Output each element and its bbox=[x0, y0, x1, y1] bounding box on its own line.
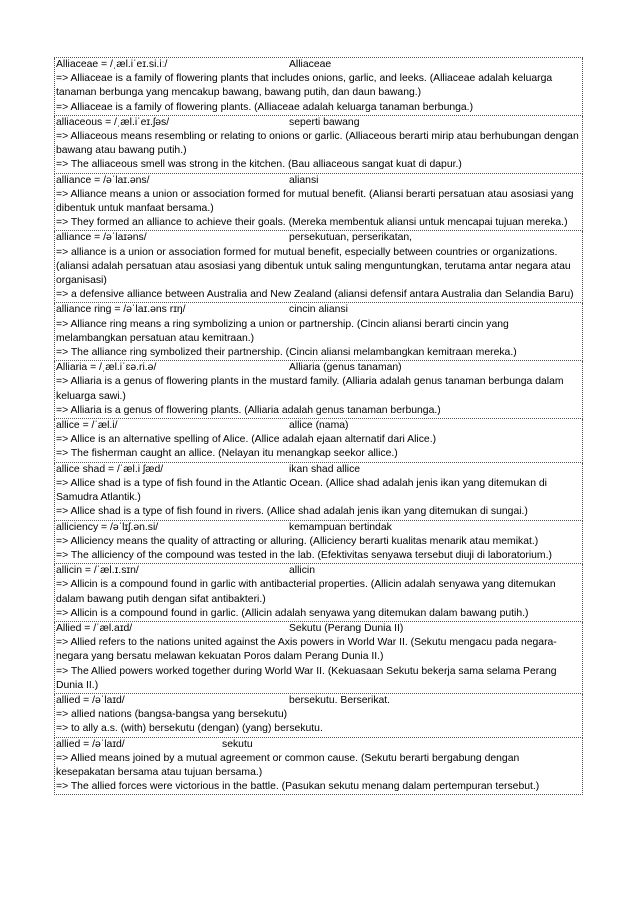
dictionary-entry bbox=[54, 419, 583, 463]
dictionary-entry bbox=[54, 58, 583, 116]
entry-heading bbox=[56, 419, 580, 433]
entry-heading bbox=[56, 303, 580, 317]
example-line: => Alliaceae is a family of flowering plants. (Alliaceae adalah keluarga tanaman berbunga.) bbox=[56, 101, 474, 113]
translation: Sekutu (Perang Dunia II) bbox=[289, 622, 404, 634]
entry-heading bbox=[56, 174, 580, 188]
dictionary-entry bbox=[54, 622, 583, 694]
example-line: => Alliaceae is a family of flowering plants that includes onions, garlic, and leeks. (Alliaceae adalah keluarga tanaman berbunga yang mencakup bawang, bawang putih, dan daun bawang.) bbox=[56, 73, 553, 99]
translation: ikan shad allice bbox=[289, 463, 361, 475]
headword-pronunciation: Alliaria = /ˌæl.iˈɛə.ri.ə/ bbox=[56, 362, 157, 374]
entry-heading bbox=[56, 361, 580, 375]
example-line: => Alliciency means the quality of attracting or alluring. (Alliciency berarti kualitas menarik atau memikat.) bbox=[56, 535, 539, 547]
entry-heading bbox=[56, 694, 580, 708]
example-line: => Alliaria is a genus of flowering plants in the mustard family. (Alliaria adalah genus tanaman berbunga dalam keluarga sawi.) bbox=[56, 376, 564, 402]
example-line: => Allied refers to the nations united against the Axis powers in World War II. (Sekutu mengacu pada negara-negara yang bersatu melawan kekuatan Poros dalam Perang Dunia II.) bbox=[56, 637, 557, 663]
headword-pronunciation: alliciency = /əˈlɪʃ.ən.si/ bbox=[56, 521, 159, 533]
example-line: => to ally a.s. (with) bersekutu (dengan) (yang) bersekutu. bbox=[56, 723, 323, 735]
translation: bersekutu. Berserikat. bbox=[289, 694, 391, 706]
dictionary-entry bbox=[54, 174, 583, 232]
example-line: => The fisherman caught an allice. (Nelayan itu menangkap seekor allice.) bbox=[56, 448, 398, 460]
translation: kemampuan bertindak bbox=[289, 521, 392, 533]
headword-pronunciation: Allied = /ˈæl.aɪd/ bbox=[56, 622, 133, 634]
example-line: => The alliciency of the compound was tested in the lab. (Efektivitas senyawa tersebut diuji di laboratorium.) bbox=[56, 549, 552, 561]
entry-heading bbox=[56, 738, 580, 752]
headword-pronunciation: allied = /əˈlaɪd/ bbox=[56, 738, 125, 750]
example-line: => Allice is an alternative spelling of Alice. (Allice adalah ejaan alternatif dari Alice.) bbox=[56, 434, 437, 446]
example-line: => The Allied powers worked together during World War II. (Kekuasaan Sekutu bekerja sama selama Perang Dunia II.) bbox=[56, 665, 557, 691]
example-line: => The alliance ring symbolized their partnership. (Cincin aliansi melambangkan kemitraan mereka.) bbox=[56, 347, 517, 359]
entry-heading bbox=[56, 231, 580, 245]
dictionary-entry bbox=[54, 303, 583, 361]
example-line: => Alliance means a union or association formed for mutual benefit. (Aliansi berarti persatuan atau asosiasi yang dibentuk untuk manfaat bersama.) bbox=[56, 188, 574, 215]
headword-pronunciation: alliaceous = /ˌæl.iˈeɪ.ʃəs/ bbox=[56, 116, 170, 128]
translation: allicin bbox=[289, 565, 315, 577]
dictionary-entry bbox=[54, 694, 583, 738]
translation: cincin aliansi bbox=[289, 304, 348, 316]
example-line: => The allied forces were victorious in the battle. (Pasukan sekutu menang dalam pertempuran tersebut.) bbox=[56, 781, 540, 793]
example-line: => Allicin is a compound found in garlic. (Allicin adalah senyawa yang ditemukan dalam bawang putih.) bbox=[56, 607, 529, 619]
dictionary-document bbox=[54, 57, 583, 795]
dictionary-entry bbox=[54, 116, 583, 174]
dictionary-entry bbox=[54, 231, 583, 303]
example-line: => The alliaceous smell was strong in the kitchen. (Bau alliaceous sangat kuat di dapur.) bbox=[56, 159, 462, 171]
headword-pronunciation: alliance = /əˈlaɪ.əns/ bbox=[56, 174, 150, 186]
example-line: => Allied means joined by a mutual agreement or common cause. (Sekutu berarti bergabung dengan kesepakatan bersama atau tujuan bersama.) bbox=[56, 752, 520, 778]
headword-pronunciation: allicin = /ˈæl.ɪ.sɪn/ bbox=[56, 565, 139, 577]
entry-heading bbox=[56, 521, 580, 535]
example-line: => They formed an alliance to achieve their goals. (Mereka membentuk aliansi untuk mencapai tujuan mereka.) bbox=[56, 217, 568, 229]
example-line: => Alliaceous means resembling or relating to onions or garlic. (Alliaceous berarti mirip atau berhubungan dengan bawang atau bawang putih.) bbox=[56, 131, 579, 157]
headword-pronunciation: Alliaceae = /ˌæl.iˈeɪ.si.iː/ bbox=[56, 59, 168, 70]
translation: sekutu bbox=[222, 738, 253, 750]
example-line: => Allice shad is a type of fish found in the Atlantic Ocean. (Allice shad adalah jenis ikan yang ditemukan di Samudra Atlantik.) bbox=[56, 477, 547, 504]
example-line: => a defensive alliance between Australia and New Zealand (aliansi defensif antara Australia dan Selandia Baru) bbox=[56, 289, 574, 301]
headword-pronunciation: allice = /ˈæl.i/ bbox=[56, 420, 118, 432]
dictionary-entry bbox=[54, 463, 583, 521]
dictionary-entry bbox=[54, 361, 583, 419]
headword-pronunciation: alliance ring = /əˈlaɪ.əns rɪŋ/ bbox=[56, 304, 186, 316]
translation: Alliaria (genus tanaman) bbox=[289, 362, 402, 374]
example-line: => Allice shad is a type of fish found in rivers. (Allice shad adalah jenis ikan yang ditemukan di sungai.) bbox=[56, 506, 528, 518]
example-line: => Alliance ring means a ring symbolizing a union or partnership. (Cincin aliansi berarti cincin yang melambangkan persatuan atau kemitraan.) bbox=[56, 318, 509, 344]
translation: allice (nama) bbox=[289, 420, 349, 432]
headword-pronunciation: allice shad = /ˈæl.i ʃæd/ bbox=[56, 463, 164, 475]
entry-heading bbox=[56, 564, 580, 578]
entry-heading bbox=[56, 116, 580, 130]
dictionary-entry bbox=[54, 521, 583, 565]
example-line: => Allicin is a compound found in garlic with antibacterial properties. (Allicin adalah senyawa yang ditemukan dalam bawang putih dengan sifat antibakteri.) bbox=[56, 579, 556, 605]
example-line: => alliance is a union or association formed for mutual benefit, especially between countries or organizations. (aliansi adalah persatuan atau asosiasi yang dibentuk untuk saling menguntungkan, terutama antar negara atau organisasi) bbox=[56, 246, 571, 287]
dictionary-entry bbox=[54, 738, 583, 796]
translation: seperti bawang bbox=[289, 116, 360, 128]
translation: persekutuan, perserikatan, bbox=[289, 232, 413, 244]
example-line: => Alliaria is a genus of flowering plants. (Alliaria adalah genus tanaman berbunga.) bbox=[56, 404, 441, 416]
headword-pronunciation: allied = /əˈlaɪd/ bbox=[56, 694, 125, 706]
example-line: => allied nations (bangsa-bangsa yang bersekutu) bbox=[56, 709, 288, 721]
entry-heading bbox=[56, 622, 580, 636]
translation: Alliaceae bbox=[289, 59, 332, 70]
entry-heading bbox=[56, 463, 580, 477]
translation: aliansi bbox=[289, 174, 319, 186]
headword-pronunciation: alliance = /əˈlaɪəns/ bbox=[56, 232, 147, 244]
dictionary-entry bbox=[54, 564, 583, 622]
entry-heading bbox=[56, 58, 580, 72]
